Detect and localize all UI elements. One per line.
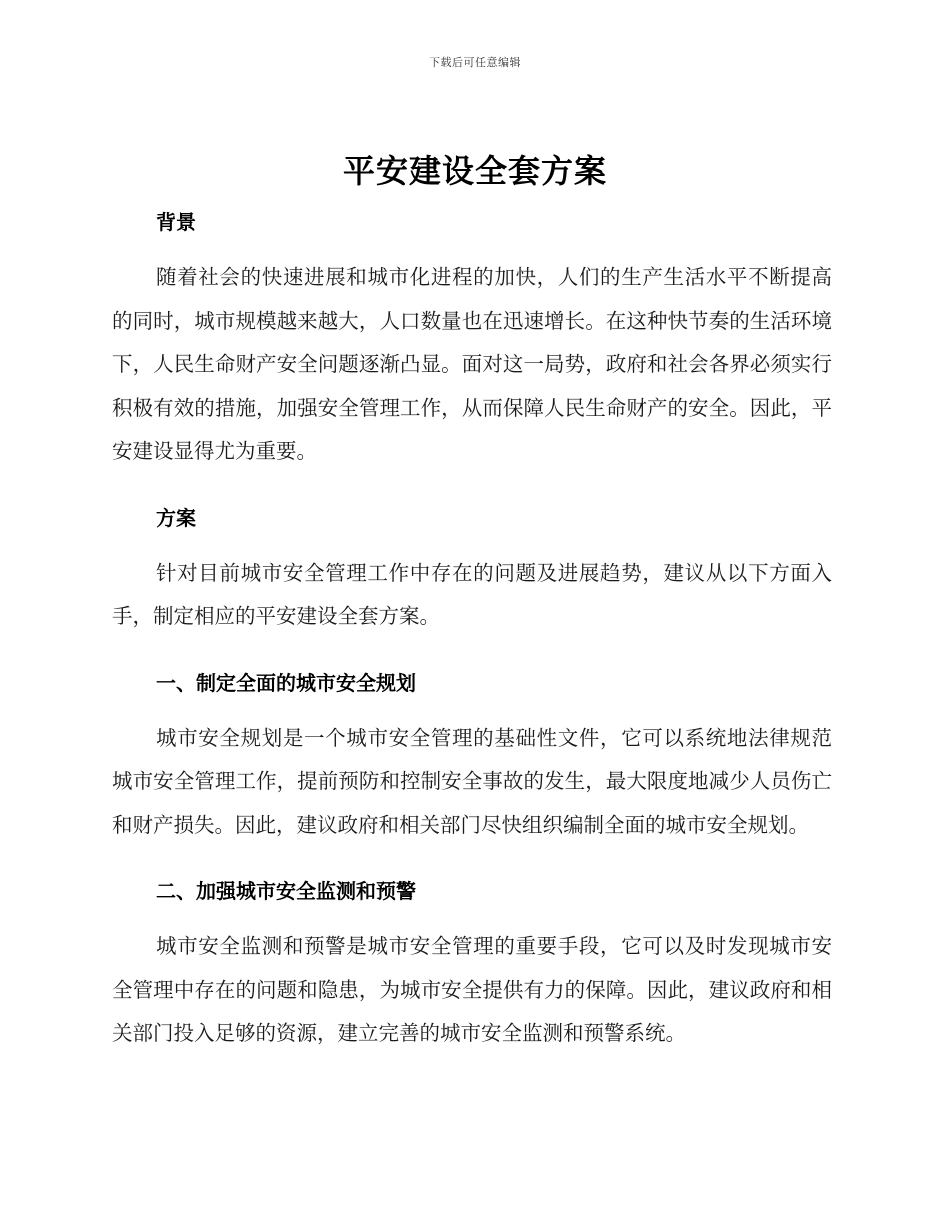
section-paragraph: 针对目前城市安全管理工作中存在的问题及进展趋势，建议从以下方面入手，制定相应的平安建设全套方案。 [112,560,832,628]
document-title: 平安建设全套方案 [342,152,607,190]
section-paragraph: 城市安全规划是一个城市安全管理的基础性文件，它可以系统地法律规范城市安全管理工作，提前预防和控制安全事故的发生，最大限度地减少人员伤亡和财产损失。因此，建议政府和相关部门尽快组织编制全面的城市安全规划。 [112,725,832,837]
section-heading: 一、制定全面的城市安全规划 [156,670,416,695]
section-heading: 二、加强城市安全监测和预警 [156,879,416,903]
page-header-note: 下载后可任意编辑 [429,56,521,69]
section-heading: 方案 [156,505,196,530]
section-safety-planning [112,667,832,848]
section-background [112,206,832,474]
section-paragraph: 城市安全监测和预警是城市安全管理的重要手段，它可以及时发现城市安全管理中存在的问题和隐患，为城市安全提供有力的保障。因此，建议政府和相关部门投入足够的资源，建立完善的城市安全监测和预警系统。 [112,934,832,1045]
section-plan [112,502,832,639]
document-body [112,206,832,1056]
section-monitoring-warning [112,875,832,1056]
section-heading: 背景 [156,210,196,234]
section-paragraph: 随着社会的快速进展和城市化进程的加快，人们的生产生活水平不断提高的同时，城市规模越来越大，人口数量也在迅速增长。在这种快节奏的生活环境下，人民生命财产安全问题逐渐凸显。面对这一局势，政府和社会各界必须实行积极有效的措施，加强安全管理工作，从而保障人民生命财产的安全。因此，平安建设显得尤为重要。 [112,265,832,463]
